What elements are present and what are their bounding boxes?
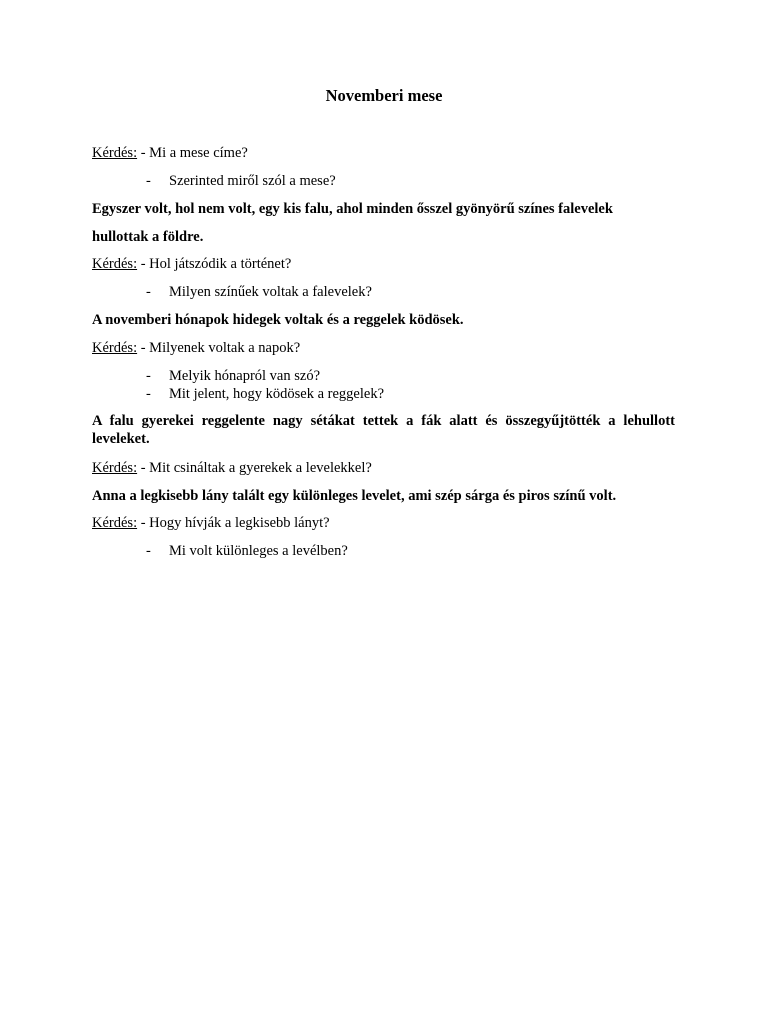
question-text: - Hogy hívják a legkisebb lányt? <box>137 515 330 531</box>
sub-question: Szerinted miről szól a mese? <box>169 173 336 189</box>
sub-question: Mit jelent, hogy ködösek a reggelek? <box>169 386 385 402</box>
story-paragraph-1-line-1: Egyszer volt, hol nem volt, egy kis falu, ahol minden ősszel gyönyörű színes falevelek <box>92 201 613 217</box>
story-paragraph-3: A falu gyerekei reggelente nagy sétákat tettek a fák alatt és összegyűjtötték a lehullott leveleket. <box>92 413 675 447</box>
question-text: - Hol játszódik a történet? <box>137 256 292 272</box>
sub-question: Mi volt különleges a levélben? <box>169 543 348 559</box>
question-line-2 <box>92 255 291 273</box>
document-title: Novemberi mese <box>325 86 443 105</box>
sub-question: Milyen színűek voltak a falevelek? <box>169 284 372 300</box>
question-line-1 <box>92 144 248 162</box>
question-text: - Mit csináltak a gyerekek a levelekkel? <box>137 460 372 476</box>
question-line-4 <box>92 459 372 477</box>
question-label: Kérdés: <box>92 256 138 272</box>
bullet-dash: - <box>146 173 151 189</box>
question-label: Kérdés: <box>92 515 138 531</box>
question-line-3 <box>92 339 300 357</box>
question-line-5 <box>92 514 330 532</box>
sub-question: Melyik hónapról van szó? <box>169 368 321 384</box>
story-paragraph-1-line-2: hullottak a földre. <box>92 229 204 245</box>
bullet-dash: - <box>146 284 151 300</box>
story-paragraph-4: Anna a legkisebb lány talált egy különleges levelet, ami szép sárga és piros színű volt. <box>92 488 617 504</box>
question-label: Kérdés: <box>92 460 138 476</box>
question-text: - Milyenek voltak a napok? <box>137 340 301 356</box>
bullet-dash: - <box>146 543 151 559</box>
question-label: Kérdés: <box>92 145 138 161</box>
bullet-dash: - <box>146 386 151 402</box>
bullet-dash: - <box>146 368 151 384</box>
question-label: Kérdés: <box>92 340 138 356</box>
question-text: - Mi a mese címe? <box>137 145 248 161</box>
story-paragraph-2: A novemberi hónapok hidegek voltak és a reggelek ködösek. <box>92 312 464 328</box>
